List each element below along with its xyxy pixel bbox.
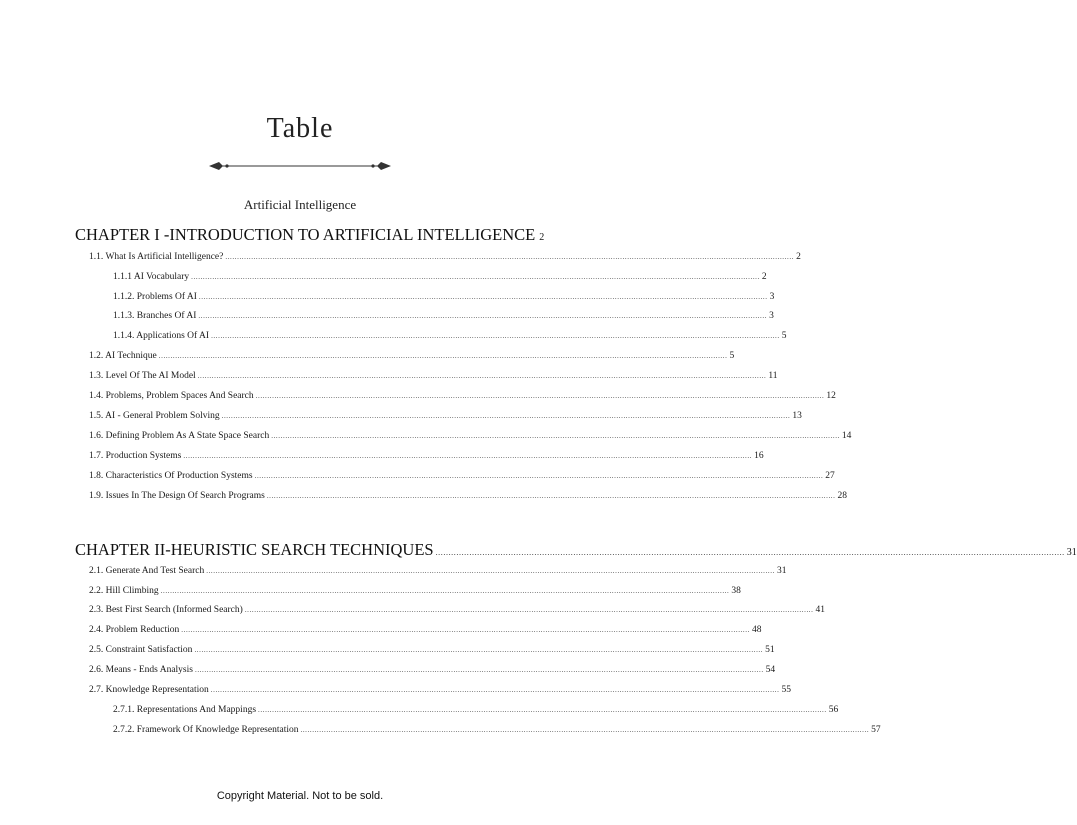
toc-entry[interactable] (89, 586, 741, 596)
chapter-page-number: 2 (539, 232, 545, 243)
toc-entry-page: 28 (837, 491, 848, 501)
toc-entry-page: 16 (754, 451, 764, 461)
toc-entry[interactable] (89, 252, 801, 262)
toc-entry-page: 2 (761, 272, 767, 282)
dot-leader (245, 606, 814, 614)
toc-entry-label: 2.7. Knowledge Representation (89, 685, 209, 695)
toc-entry[interactable] (89, 351, 735, 361)
toc-entry-label: 2.6. Means - Ends Analysis (89, 665, 193, 675)
toc-entry-label: 1.4. Problems, Problem Spaces And Search (89, 391, 254, 401)
chapter-heading[interactable] (75, 540, 1077, 560)
chapter-heading[interactable] (75, 225, 545, 245)
dot-leader (271, 432, 840, 440)
toc-entry-label: 2.7.1. Representations And Mappings (113, 705, 257, 715)
toc-entry-label: 1.1. What Is Artificial Intelligence? (89, 252, 224, 262)
toc-entry-page: 51 (765, 645, 775, 655)
toc-entry-page: 41 (815, 605, 826, 615)
toc-entry-page: 2 (796, 252, 801, 262)
toc-entry-label: 2.1. Generate And Test Search (89, 566, 205, 576)
toc-entry-label: 2.5. Constraint Satisfaction (89, 645, 193, 655)
toc-entry[interactable] (89, 411, 802, 421)
toc-entry[interactable] (113, 331, 787, 341)
toc-entry-page: 14 (841, 431, 852, 441)
toc-entry[interactable] (113, 311, 774, 321)
toc-entry-page: 54 (765, 665, 776, 675)
toc-entry[interactable] (89, 685, 791, 695)
toc-entry-label: 1.2. AI Technique (89, 351, 157, 361)
toc-entry[interactable] (89, 391, 836, 401)
dot-leader (161, 587, 730, 595)
dot-leader (183, 452, 752, 460)
dot-leader (181, 626, 750, 634)
toc-entry-page: 56 (828, 705, 839, 715)
toc-entry[interactable] (89, 451, 764, 461)
toc-entry[interactable] (89, 566, 787, 576)
dot-leader (256, 392, 825, 400)
toc-entry-label: 1.9. Issues In The Design Of Search Programs (89, 491, 265, 501)
toc-entry-label: 1.7. Production Systems (89, 451, 182, 461)
toc-entry-page: 48 (751, 625, 762, 635)
dot-leader (211, 332, 780, 340)
toc-entry-page: 57 (871, 725, 881, 735)
dot-leader (206, 567, 775, 575)
toc-entry[interactable] (89, 605, 826, 615)
dot-leader (194, 646, 763, 654)
dot-leader (195, 666, 764, 674)
toc-entry-label: 2.2. Hill Climbing (89, 586, 159, 596)
toc-entry[interactable] (89, 491, 848, 501)
book-subject: Artificial Intelligence (243, 197, 357, 212)
toc-entry[interactable] (113, 705, 839, 715)
dot-leader (300, 726, 869, 734)
toc-entry[interactable] (89, 471, 835, 481)
toc-entry-label: 1.3. Level Of The AI Model (89, 371, 196, 381)
toc-entry-label: 1.1.1 AI Vocabulary (113, 272, 190, 282)
dot-leader (255, 472, 824, 480)
toc-entry[interactable] (89, 645, 775, 655)
dot-leader (222, 412, 791, 420)
toc-entry-page: 31 (776, 566, 787, 576)
toc-entry-page: 3 (769, 311, 774, 321)
copyright-footer: Copyright Material. Not to be sold. (216, 790, 384, 802)
toc-entry-label: 1.6. Defining Problem As A State Space Search (89, 431, 270, 441)
toc-entry-label: 2.7.2. Framework Of Knowledge Representation (113, 725, 299, 735)
dot-leader (159, 352, 728, 360)
dot-leader (191, 273, 760, 281)
toc-entry-label: 1.5. AI - General Problem Solving (89, 411, 220, 421)
dot-leader (198, 372, 767, 380)
toc-entry[interactable] (89, 625, 762, 635)
toc-entry[interactable] (89, 371, 778, 381)
page-title: Table (266, 113, 334, 144)
toc-entry[interactable] (113, 725, 881, 735)
dot-leader (199, 293, 768, 301)
toc-entry-label: 1.1.2. Problems Of AI (113, 292, 197, 302)
chapter-page-number: 31 (1066, 547, 1077, 558)
toc-entry-label: 1.1.3. Branches Of AI (113, 311, 197, 321)
dot-leader (436, 548, 1065, 557)
toc-entry-label: 1.1.4. Applications Of AI (113, 331, 210, 341)
toc-entry-page: 5 (729, 351, 735, 361)
toc-entry-page: 27 (825, 471, 835, 481)
toc-entry-page: 5 (781, 331, 787, 341)
toc-entry[interactable] (113, 272, 767, 282)
dot-leader (225, 253, 794, 261)
toc-entry[interactable] (113, 292, 775, 302)
dot-leader (211, 686, 780, 694)
toc-entry-label: 1.8. Characteristics Of Production Systems (89, 471, 253, 481)
toc-entry-label: 2.3. Best First Search (Informed Search) (89, 605, 243, 615)
toc-entry-page: 11 (768, 371, 778, 381)
toc-entry-page: 3 (769, 292, 775, 302)
toc-entry-page: 13 (792, 411, 802, 421)
toc-entry[interactable] (89, 665, 776, 675)
toc-entry-page: 38 (731, 586, 741, 596)
toc-entry-label: 2.4. Problem Reduction (89, 625, 180, 635)
chapter-title: CHAPTER II-HEURISTIC SEARCH TECHNIQUES (75, 540, 434, 559)
ornament-divider-icon (207, 158, 393, 174)
toc-entry[interactable] (89, 431, 852, 441)
dot-leader (198, 312, 767, 320)
dot-leader (258, 706, 827, 714)
toc-entry-page: 55 (781, 685, 791, 695)
chapter-title: CHAPTER I -INTRODUCTION TO ARTIFICIAL INTELLIGENCE (75, 225, 536, 244)
toc-entry-page: 12 (826, 391, 836, 401)
dot-leader (267, 492, 836, 500)
